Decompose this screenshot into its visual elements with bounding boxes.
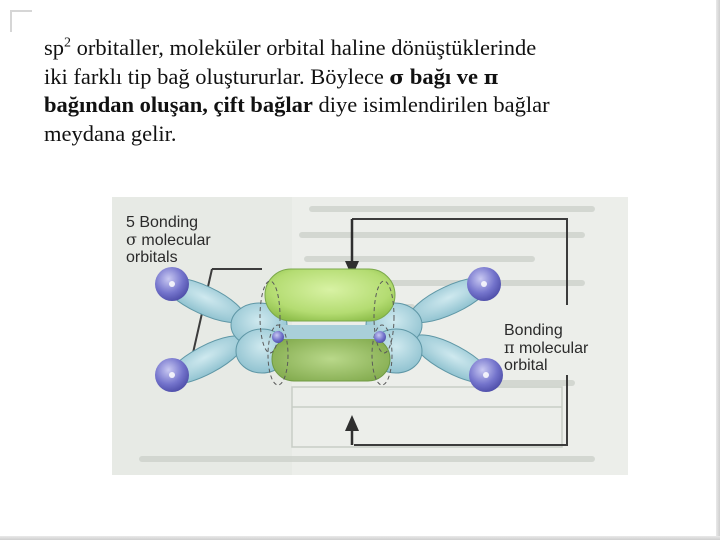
line4-text: meydana gelir. xyxy=(44,120,177,146)
slide-border-right xyxy=(716,0,720,540)
sigma-bond-text: bağı ve xyxy=(404,63,484,89)
carbon-atom-left xyxy=(272,331,284,343)
sigma-label-line-2 xyxy=(126,231,211,249)
line3-text: diye isimlendirilen bağlar xyxy=(312,92,550,117)
pi-label-molecular: molecular xyxy=(514,340,589,357)
slide-corner-decoration xyxy=(10,10,32,32)
double-bond-term: bağından oluşan, çift bağlar xyxy=(44,92,313,117)
slide-paragraph xyxy=(44,34,684,148)
sigma-bond-region xyxy=(282,325,377,339)
paragraph-line-3 xyxy=(44,91,684,120)
sigma-label-symbol: σ xyxy=(126,230,137,249)
sigma-label-line-3: orbitals xyxy=(126,249,178,266)
paragraph-line-4 xyxy=(44,120,684,149)
sigma-symbol: σ xyxy=(389,64,405,89)
pi-label-line-2 xyxy=(504,339,588,357)
pi-orbital-label xyxy=(504,322,588,374)
paragraph-line-2 xyxy=(44,63,684,92)
slide-border-bottom xyxy=(0,536,720,540)
sigma-label-line-1: 5 Bonding xyxy=(126,214,199,231)
sp-prefix: sp xyxy=(44,35,65,60)
pi-label-line-3: orbital xyxy=(504,357,548,374)
line2-text: iki farklı tip bağ oluştururlar. Böylece xyxy=(44,63,390,89)
sigma-orbitals-label xyxy=(126,214,211,266)
paragraph-line-1 xyxy=(44,34,684,63)
double-bond-orbital-figure xyxy=(112,197,628,475)
carbon-atom-right xyxy=(374,331,386,343)
pi-label-line-1: Bonding xyxy=(504,322,563,339)
pi-orbital-top-lobe xyxy=(265,269,395,321)
sp-superscript: 2 xyxy=(64,35,72,51)
line1-text: orbitaller, moleküler orbital haline dönüştüklerinde xyxy=(71,35,537,60)
sigma-label-molecular: molecular xyxy=(136,232,211,249)
pi-symbol: π xyxy=(483,64,499,89)
pi-label-symbol: π xyxy=(504,338,515,357)
